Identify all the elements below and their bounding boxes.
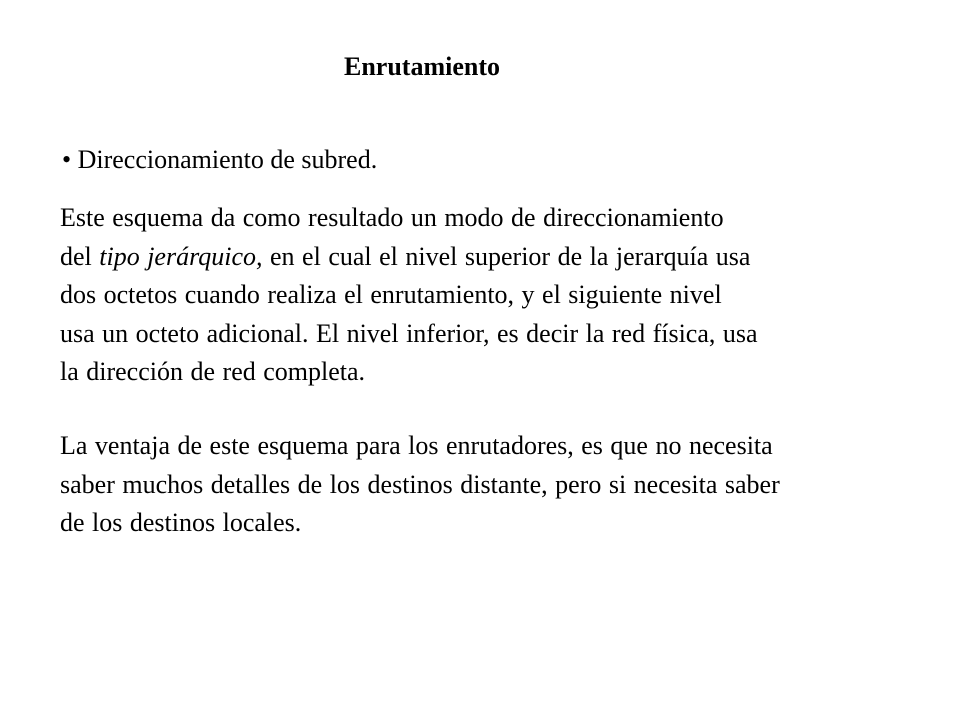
bullet-marker: • (62, 145, 72, 174)
text-run: del (60, 241, 100, 271)
paragraph-router-advantage (60, 427, 780, 543)
paragraph-line: dos octetos cuando realiza el enrutamiento, y el siguiente nivel (60, 280, 722, 309)
paragraph-line: la dirección de red completa. (60, 357, 366, 386)
italic-emphasis: tipo jerárquico, (99, 241, 263, 271)
paragraph-line: La ventaja de este esquema para los enrutadores, es que no necesita (60, 431, 773, 460)
paragraph-line: usa un octeto adicional. El nivel inferior, es decir la red física, usa (60, 318, 758, 348)
paragraph-line: de los destinos locales. (60, 508, 302, 537)
paragraph-line (60, 238, 758, 277)
bullet-item (62, 143, 377, 177)
text-run: en el cual el nivel superior de la jerarquía usa (262, 241, 751, 271)
bullet-text: Direccionamiento de subred. (77, 145, 378, 174)
slide-title: Enrutamiento (344, 52, 500, 81)
paragraph-line: saber muchos detalles de los destinos distante, pero si necesita saber (60, 469, 780, 499)
paragraph-hierarchical-addressing (60, 199, 758, 392)
paragraph-line: Este esquema da como resultado un modo de direccionamiento (60, 203, 724, 232)
